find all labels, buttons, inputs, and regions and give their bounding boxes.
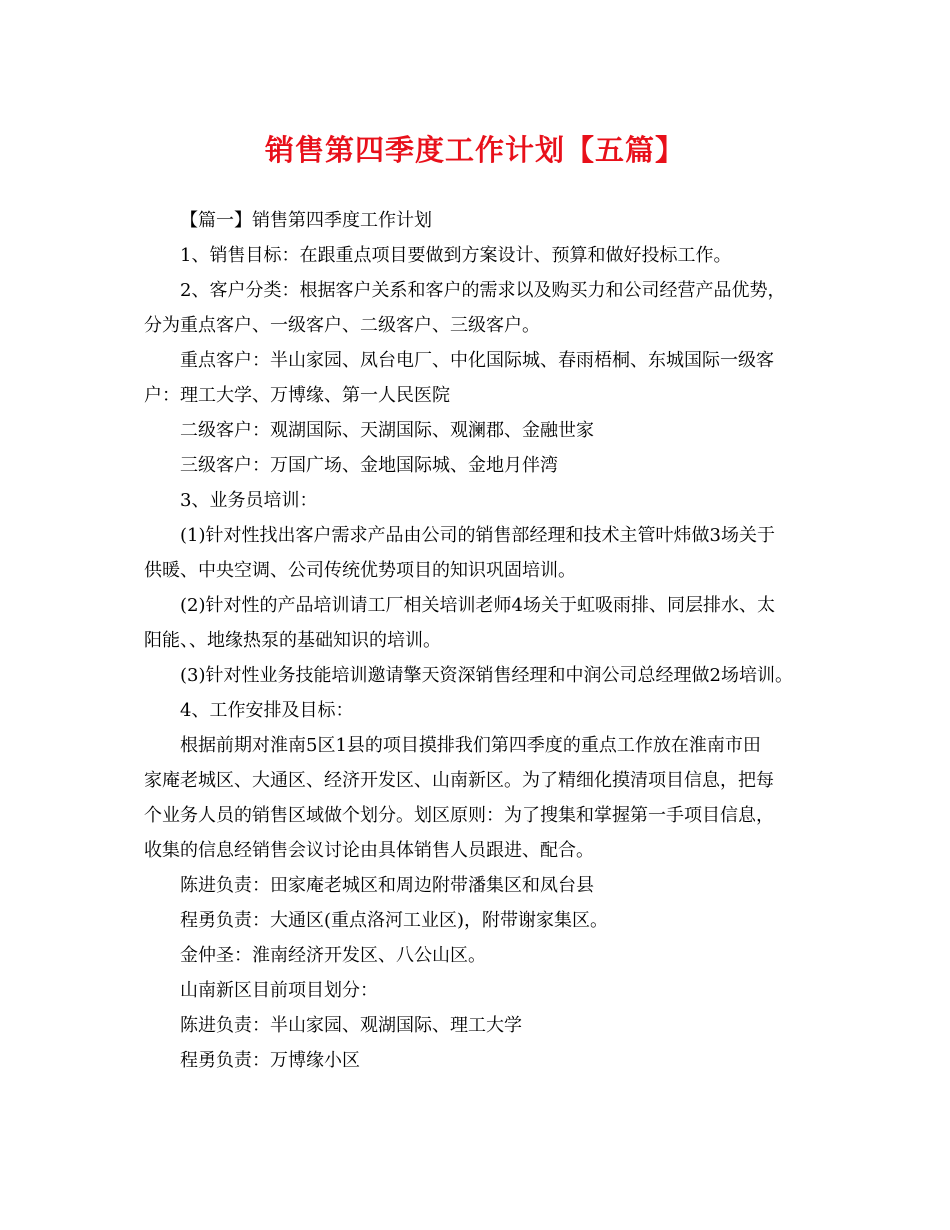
- paragraph-line: 山南新区目前项目划分：: [180, 980, 378, 1001]
- paragraph-line: 程勇负责：大通区(重点洛河工业区)，附带谢家集区。: [180, 910, 609, 931]
- paragraph-line: 【篇一】销售第四季度工作计划: [180, 210, 432, 231]
- paragraph-line: 程勇负责：万博缘小区: [180, 1050, 360, 1071]
- paragraph-line: 根据前期对淮南5区1县的项目摸排我们第四季度的重点工作放在淮南市田: [180, 735, 761, 756]
- paragraph-line: 2、客户分类：根据客户关系和客户的需求以及购买力和公司经营产品优势，: [180, 280, 786, 301]
- paragraph-line: 收集的信息经销售会议讨论由具体销售人员跟进、配合。: [144, 840, 594, 861]
- paragraph-line: 三级客户：万国广场、金地国际城、金地月伴湾: [180, 455, 558, 476]
- paragraph-line: 家庵老城区、大通区、经济开发区、山南新区。为了精细化摸清项目信息，把每: [144, 770, 774, 791]
- paragraph-line: 二级客户：观湖国际、天湖国际、观澜郡、金融世家: [180, 420, 594, 441]
- paragraph-line: 金仲圣：淮南经济开发区、八公山区。: [180, 945, 486, 966]
- paragraph-line: 分为重点客户、一级客户、二级客户、三级客户。: [144, 315, 540, 336]
- paragraph-line: 4、工作安排及目标：: [180, 700, 354, 721]
- paragraph-line: (1)针对性找出客户需求产品由公司的销售部经理和技术主管叶炜做3场关于: [180, 525, 775, 546]
- paragraph-line: 1、销售目标：在跟重点项目要做到方案设计、预算和做好投标工作。: [180, 245, 732, 266]
- document-title: 销售第四季度工作计划【五篇】: [264, 133, 685, 167]
- paragraph-line: 阳能、、地缘热泵的基础知识的培训。: [144, 630, 441, 651]
- paragraph-line: 陈进负责：半山家园、观湖国际、理工大学: [180, 1015, 522, 1036]
- paragraph-line: 供暖、中央空调、公司传统优势项目的知识巩固培训。: [144, 560, 576, 581]
- paragraph-line: 户：理工大学、万博缘、第一人民医院: [144, 385, 450, 406]
- paragraph-line: (2)针对性的产品培训请工厂相关培训老师4场关于虹吸雨排、同层排水、太: [180, 595, 775, 616]
- paragraph-line: 3、业务员培训：: [180, 490, 318, 511]
- paragraph-line: 陈进负责：田家庵老城区和周边附带潘集区和凤台县: [180, 875, 594, 896]
- document-body: [144, 203, 824, 1078]
- paragraph-line: (3)针对性业务技能培训邀请擎天资深销售经理和中润公司总经理做2场培训。: [180, 665, 793, 686]
- paragraph-line: 个业务人员的销售区域做个划分。划区原则：为了搜集和掌握第一手项目信息，: [144, 805, 774, 826]
- paragraph-line: 重点客户：半山家园、凤台电厂、中化国际城、春雨梧桐、东城国际一级客: [180, 350, 774, 371]
